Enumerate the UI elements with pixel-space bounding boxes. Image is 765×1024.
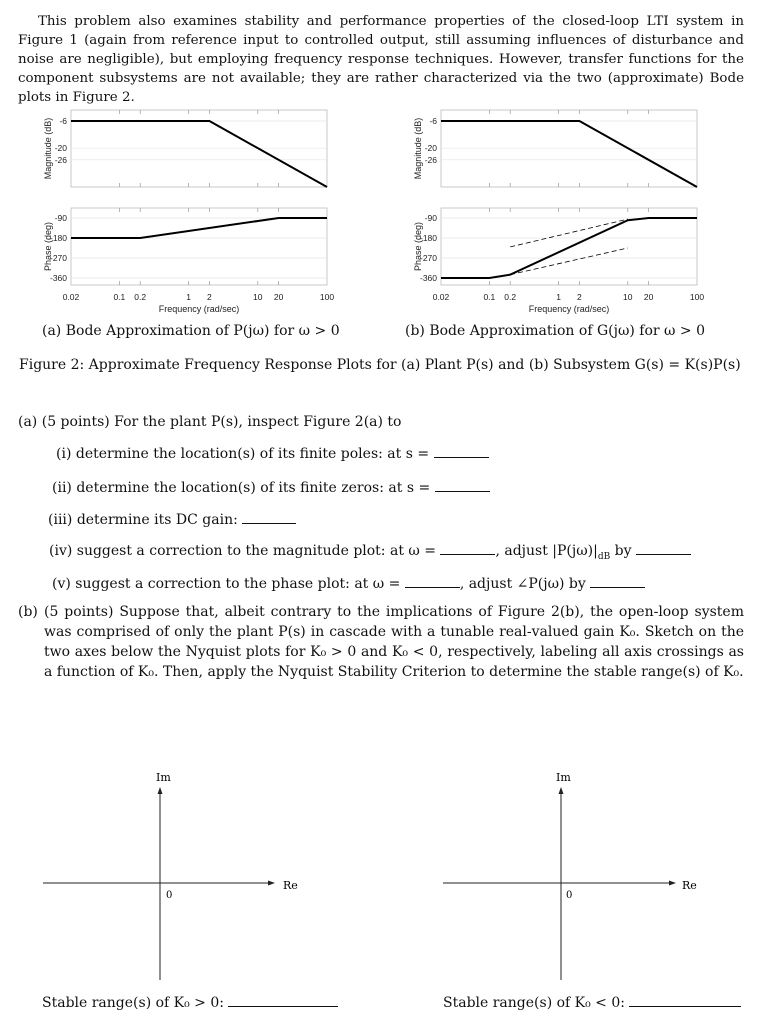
phase-tick-label: -90 (54, 213, 67, 223)
answer-blank[interactable] (228, 993, 338, 1007)
re-label: Re (682, 879, 697, 892)
origin-label: 0 (566, 890, 573, 901)
freq-tick-label: 2 (207, 292, 212, 302)
part-a-item-iii (48, 510, 296, 528)
freq-tick-label: 0.2 (504, 292, 517, 302)
mag-tick-label: -26 (54, 154, 67, 165)
phase-tick-label: -360 (49, 273, 67, 283)
phase-tick-label: -360 (419, 273, 437, 283)
phase-frame (71, 208, 327, 285)
freq-tick-label: 20 (273, 292, 284, 302)
part-a-item-ii (52, 478, 490, 496)
mag-tick-label: -20 (54, 143, 67, 154)
nyquist-axes (0, 765, 765, 985)
item-text-mid: , adjust |P(jω)| (495, 543, 598, 559)
magnitude-axis-label: Magnitude (dB) (43, 117, 53, 180)
answer-blank[interactable] (434, 444, 489, 458)
answer-blank[interactable] (440, 541, 495, 555)
subcaption-a: (a) Bode Approximation of P(jω) for ω > 0 (42, 323, 340, 339)
part-a-item-v (52, 574, 645, 592)
part-a-prompt (18, 414, 402, 430)
phase-axis-label: Phase (deg) (43, 221, 53, 272)
phase-tick-label: -90 (424, 213, 437, 223)
subcaption-b: (b) Bode Approximation of G(jω) for ω > 0 (405, 323, 705, 339)
part-a-item-i (56, 444, 489, 462)
part-a-item-iv (49, 541, 691, 562)
item-text: suggest a correction to the phase plot: at ω = (75, 576, 401, 592)
item-text: determine the location(s) of its finite zeros: at s = (76, 480, 431, 496)
frequency-axis-label: Frequency (rad/sec) (158, 304, 240, 314)
phase-tick-label: -270 (419, 253, 437, 263)
freq-tick-label: 100 (319, 292, 335, 302)
phase-tick-label: -180 (49, 233, 67, 243)
answer-blank[interactable] (629, 993, 741, 1007)
stable-range-label: Stable range(s) of K₀ < 0: (443, 995, 625, 1011)
nyquist-axes-left[interactable] (43, 771, 298, 980)
stable-range-negative (443, 993, 741, 1011)
figure-caption: Figure 2: Approximate Frequency Response Plots for (a) Plant P(s) and (b) Subsystem G(s) = K(s)P(s) (19, 357, 741, 373)
freq-tick-label: 20 (643, 292, 654, 302)
mag-tick-label: -6 (59, 116, 67, 126)
freq-tick-label: 10 (623, 292, 633, 302)
answer-blank[interactable] (405, 574, 460, 588)
item-text: suggest a correction to the magnitude plot: at ω = (76, 543, 436, 559)
item-text: determine its DC gain: (76, 512, 238, 528)
freq-tick-label: 10 (253, 292, 263, 302)
item-number: (ii) (52, 480, 72, 496)
item-text-end: by (610, 543, 632, 559)
answer-blank[interactable] (242, 510, 296, 524)
mag-tick-label: -6 (429, 116, 437, 126)
freq-tick-label: 2 (577, 292, 582, 302)
bode-plot-a (43, 110, 334, 314)
item-number: (v) (52, 576, 71, 592)
stable-range-label: Stable range(s) of K₀ > 0: (42, 995, 224, 1011)
answer-blank[interactable] (435, 478, 490, 492)
part-a-label: (a) (18, 414, 38, 430)
part-a-text: (5 points) For the plant P(s), inspect Figure 2(a) to (41, 414, 402, 430)
item-number: (iv) (49, 543, 73, 559)
freq-tick-label: 0.2 (134, 292, 147, 302)
freq-tick-label: 0.02 (432, 292, 450, 302)
item-text: determine the location(s) of its finite poles: at s = (75, 446, 430, 462)
freq-tick-label: 100 (689, 292, 705, 302)
part-b-text: (5 points) Suppose that, albeit contrary to the implications of Figure 2(b), the open-loop system was comprised of only the plant P(s) in cascade with a tunable real-valued gain K₀. Sketch on the two axes below the Nyquist plots for K₀ > 0 and K₀ < 0, respectively, labeling all axis crossings as a function of K₀. Then, apply the Nyquist Stability Criterion to determine the stable range(s) of K₀. (44, 604, 744, 680)
item-number: (i) (56, 446, 72, 462)
answer-blank[interactable] (636, 541, 691, 555)
mag-tick-label: -26 (424, 154, 437, 165)
item-number: (iii) (48, 512, 73, 528)
bode-figure (0, 100, 765, 322)
part-b (18, 602, 744, 682)
answer-blank[interactable] (590, 574, 645, 588)
im-label: Im (156, 771, 171, 784)
freq-tick-label: 1 (186, 292, 191, 302)
part-b-label: (b) (18, 604, 38, 620)
freq-tick-label: 0.02 (62, 292, 80, 302)
phase-axis-label: Phase (deg) (413, 221, 423, 272)
intro-paragraph: This problem also examines stability and performance properties of the closed-loop LTI system in Figure 1 (again from reference input to controlled output, still assuming influences of disturbance and noise are negligible), but employing frequency response techniques. However, transfer functions for the component subsystems are not available; they are rather characterized via the two (approximate) Bode plots in Figure 2. (18, 14, 744, 105)
nyquist-axes-right[interactable] (443, 771, 697, 980)
item-text-mid: , adjust ∠P(jω) by (459, 576, 586, 592)
magnitude-axis-label: Magnitude (dB) (413, 117, 423, 180)
freq-tick-label: 0.1 (483, 292, 496, 302)
freq-tick-label: 1 (556, 292, 561, 302)
stable-range-positive (42, 993, 338, 1011)
phase-tick-label: -180 (419, 233, 437, 243)
subscript: dB (597, 551, 611, 562)
mag-tick-label: -20 (424, 143, 437, 154)
freq-tick-label: 0.1 (113, 292, 126, 302)
origin-label: 0 (166, 890, 173, 901)
frequency-axis-label: Frequency (rad/sec) (528, 304, 610, 314)
phase-tick-label: -270 (49, 253, 67, 263)
bode-plot-b (413, 110, 704, 314)
im-label: Im (556, 771, 571, 784)
re-label: Re (283, 879, 298, 892)
